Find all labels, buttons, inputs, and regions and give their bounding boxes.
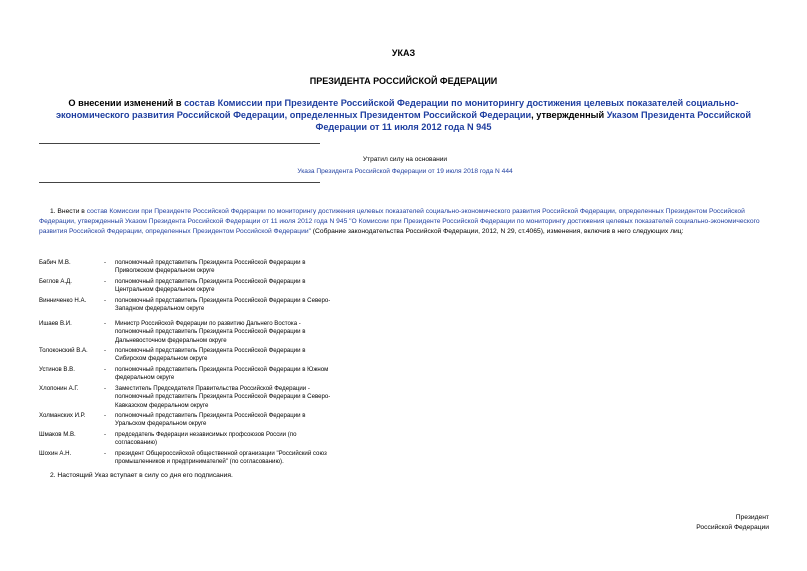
member-row: [39, 450, 339, 469]
heading-link-decree[interactable]: Указом Президента Российской Федерации от 11 июля 2012 года N 945: [315, 110, 751, 132]
member-desc: Заместитель Председателя Правительства Российской Федерации - полномочный представитель Президента Российской Федерации в Северо-Кавказском федеральном округе: [115, 385, 331, 409]
member-row: [39, 385, 339, 412]
member-row: [39, 297, 339, 320]
member-name: Хлопонин А.Г.: [39, 385, 79, 392]
divider-top: [39, 143, 320, 144]
member-name: Холманских И.Р.: [39, 412, 86, 419]
paragraph-2: 2. Настоящий Указ вступает в силу со дня его подписания.: [50, 472, 233, 479]
divider-bottom: [39, 182, 320, 183]
member-row: [39, 259, 339, 278]
heading-link-commission[interactable]: состав Комиссии при Президенте Российской Федерации по мониторингу достижения целевых показателей социально-экономического развития Российской Федерации, определенных Президентом Российской Федерации: [55, 98, 739, 120]
heading-mid: , утвержденный: [531, 110, 607, 120]
member-name: Устинов В.В.: [39, 366, 75, 373]
member-desc: полномочный представитель Президента Российской Федерации в Уральском федеральном округе: [115, 412, 306, 428]
member-name: Толоконский В.А.: [39, 347, 88, 354]
member-row: [39, 278, 339, 297]
member-dash: -: [104, 385, 107, 392]
member-name: Бабич М.В.: [39, 259, 71, 266]
document-title: УКАЗ: [391, 48, 416, 58]
paragraph-1-start: 1. Внести в: [50, 208, 87, 215]
member-row: [39, 320, 339, 347]
member-desc: полномочный представитель Президента Российской Федерации в Приволжском федеральном округе: [115, 259, 306, 275]
member-dash: -: [104, 259, 107, 266]
document-subtitle: ПРЕЗИДЕНТА РОССИЙСКОЙ ФЕДЕРАЦИИ: [309, 76, 498, 86]
member-dash: -: [104, 278, 107, 285]
member-dash: -: [104, 431, 107, 438]
member-dash: -: [104, 297, 107, 304]
member-desc: председатель Федерации независимых профсоюзов России (по согласованию): [115, 431, 297, 447]
status-link[interactable]: Указа Президента Российской Федерации от 19 июля 2018 года N 444: [297, 168, 513, 175]
document-heading: [32, 97, 775, 133]
heading-prefix: О внесении изменений в: [68, 98, 185, 108]
member-dash: -: [104, 366, 107, 373]
status-text: Утратил силу на основании: [362, 156, 448, 163]
signature-line-1: Президент: [735, 514, 769, 521]
member-desc: полномочный представитель Президента Российской Федерации в Северо-Западном федеральном округе: [115, 297, 331, 313]
member-row: [39, 412, 339, 431]
member-desc: президент Общероссийской общественной организации "Российский союз промышленников и предпринимателей" (по согласованию).: [115, 450, 327, 466]
signature-block: [696, 513, 769, 533]
paragraph-1-middle: (Собрание законодательства Российской Федерации, 2012, N 29, ст.4065), изменения, включив в него следующих лиц:: [310, 228, 684, 235]
member-row: [39, 366, 339, 385]
member-desc: полномочный представитель Президента Российской Федерации в Южном федеральном округе: [115, 366, 329, 382]
member-row: [39, 347, 339, 366]
member-dash: -: [104, 347, 107, 354]
member-dash: -: [104, 320, 107, 327]
member-name: Беглов А.Д.: [39, 278, 72, 285]
member-dash: -: [104, 412, 107, 419]
member-name: Шмаков М.В.: [39, 431, 76, 438]
member-name: Винниченко Н.А.: [39, 297, 87, 304]
member-name: Ишаев В.И.: [39, 320, 72, 327]
signature-line-2: Российской Федерации: [696, 524, 769, 531]
member-row: [39, 431, 339, 450]
member-desc: полномочный представитель Президента Российской Федерации в Сибирском федеральном округе: [115, 347, 306, 363]
members-list: [39, 259, 339, 469]
member-dash: -: [104, 450, 107, 457]
member-desc: Министр Российской Федерации по развитию Дальнего Востока - полномочный представитель Президента Российской Федерации в Дальневосточном федеральном округе: [115, 320, 306, 344]
member-name: Шохин А.Н.: [39, 450, 72, 457]
paragraph-1: [39, 207, 771, 237]
paragraph-1-link[interactable]: состав Комиссии при Президенте Российской Федерации по мониторингу достижения целевых показателей социально-экономического развития Российской Федерации, определенных Президентом Российской Федерации, утвержденный Указом Президента Российской Федерации от 11 июля 2012 года N 945 "О Комиссии при Президенте Российской Федерации по мониторингу достижения целевых показателей социально-экономического развития Российской Федерации, определенных Президентом Российской Федерации": [39, 208, 760, 235]
member-desc: полномочный представитель Президента Российской Федерации в Центральном федеральном округе: [115, 278, 306, 294]
